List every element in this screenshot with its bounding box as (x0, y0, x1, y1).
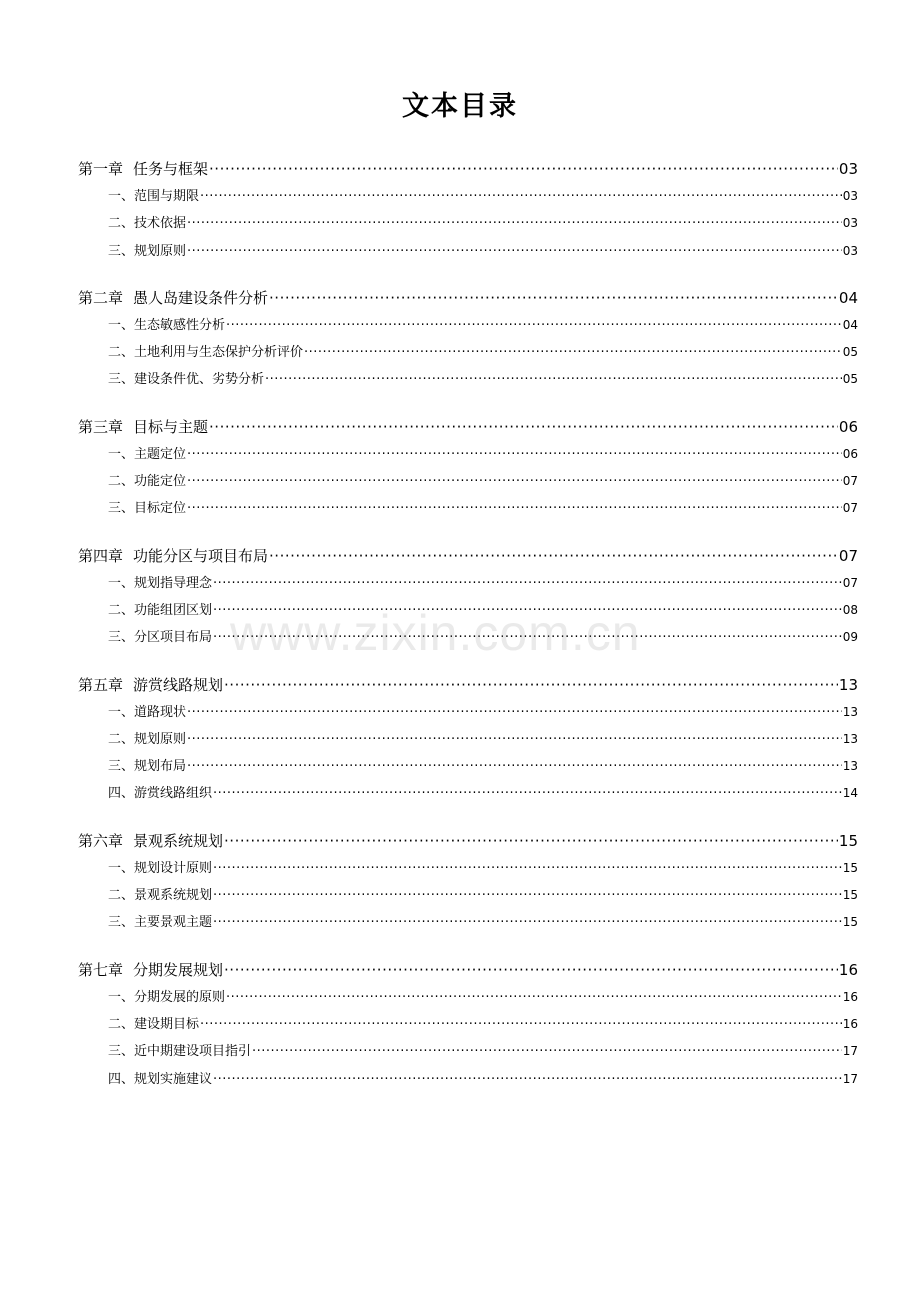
section-title: 四、游赏线路组织 (108, 786, 213, 802)
page-number: 13 (838, 675, 858, 694)
toc-section-entry[interactable] (78, 782, 858, 809)
page-number: 03 (842, 243, 858, 258)
dot-leader (269, 547, 838, 565)
toc-section-entry[interactable] (78, 986, 858, 1013)
dot-leader (224, 961, 838, 979)
toc-chapter-entry[interactable] (78, 674, 858, 701)
dot-leader (187, 216, 842, 231)
toc-section-entry[interactable] (78, 1068, 858, 1095)
dot-leader (213, 861, 842, 876)
toc-section-entry[interactable] (78, 599, 858, 626)
section-title: 二、土地利用与生态保护分析评价 (108, 345, 304, 361)
toc-section-entry[interactable] (78, 857, 858, 884)
table-of-contents (78, 158, 858, 1115)
toc-section-entry[interactable] (78, 911, 858, 938)
dot-leader (213, 915, 842, 930)
dot-leader (224, 676, 838, 694)
section-title: 一、规划指导理念 (108, 575, 213, 591)
chapter-title: 任务与框架 (133, 160, 209, 178)
toc-section-entry[interactable] (78, 470, 858, 497)
chapter-number: 第二章 (78, 288, 124, 307)
chapter-number: 第五章 (78, 675, 124, 694)
toc-section-entry[interactable] (78, 212, 858, 239)
dot-leader (226, 318, 842, 333)
toc-section-entry[interactable] (78, 185, 858, 212)
dot-leader (209, 418, 838, 436)
toc-chapter-entry[interactable] (78, 287, 858, 314)
dot-leader (226, 990, 842, 1005)
dot-leader (200, 1017, 842, 1032)
page-number: 17 (842, 1044, 858, 1059)
toc-chapter (78, 674, 858, 810)
page-number: 07 (838, 546, 858, 565)
toc-chapter-entry[interactable] (78, 158, 858, 185)
dot-leader (213, 786, 842, 801)
section-title: 二、技术依据 (108, 216, 187, 232)
dot-leader (187, 732, 842, 747)
page-number: 03 (842, 216, 858, 231)
section-title: 三、目标定位 (108, 501, 187, 517)
section-title: 三、规划布局 (108, 759, 187, 775)
page-number: 04 (838, 288, 858, 307)
toc-section-entry[interactable] (78, 497, 858, 524)
page-number: 07 (842, 474, 858, 489)
page-number: 03 (842, 189, 858, 203)
toc-chapter (78, 158, 858, 267)
page-number: 08 (842, 602, 858, 617)
toc-chapter-entry[interactable] (78, 830, 858, 857)
dot-leader (224, 832, 838, 850)
dot-leader (187, 705, 842, 720)
dot-leader (187, 244, 842, 259)
dot-leader (213, 630, 842, 645)
toc-chapter (78, 830, 858, 939)
dot-leader (213, 603, 842, 618)
chapter-number: 第四章 (78, 546, 124, 565)
toc-chapter (78, 959, 858, 1095)
section-title: 二、功能定位 (108, 474, 187, 490)
page-number: 16 (842, 989, 858, 1004)
page-number: 15 (838, 831, 858, 850)
page-title: 文本目录 (402, 91, 518, 122)
section-title: 四、规划实施建议 (108, 1071, 213, 1087)
toc-section-entry[interactable] (78, 728, 858, 755)
toc-section-entry[interactable] (78, 240, 858, 267)
chapter-number: 第三章 (78, 417, 124, 436)
section-title: 三、主要景观主题 (108, 915, 213, 931)
section-title: 二、功能组团区划 (108, 602, 213, 618)
dot-leader (265, 372, 842, 387)
section-title: 二、规划原则 (108, 731, 187, 747)
page-number: 07 (842, 575, 858, 590)
toc-section-entry[interactable] (78, 572, 858, 599)
section-title: 三、近中期建设项目指引 (108, 1044, 252, 1060)
page-number: 15 (842, 860, 858, 875)
chapter-title: 景观系统规划 (133, 831, 224, 850)
page-number: 03 (838, 160, 858, 178)
chapter-number: 第七章 (78, 960, 124, 979)
chapter-title: 分期发展规划 (133, 960, 224, 979)
dot-leader (304, 345, 842, 360)
chapter-number: 第一章 (78, 160, 124, 178)
toc-section-entry[interactable] (78, 1013, 858, 1040)
toc-section-entry[interactable] (78, 884, 858, 911)
dot-leader (187, 759, 842, 774)
toc-chapter (78, 287, 858, 396)
page-number: 05 (842, 372, 858, 387)
chapter-title: 游赏线路规划 (133, 675, 224, 694)
page-number: 04 (842, 317, 858, 332)
section-title: 三、规划原则 (108, 243, 187, 259)
dot-leader (187, 474, 842, 489)
toc-section-entry[interactable] (78, 701, 858, 728)
dot-leader (213, 576, 842, 591)
page-number: 16 (842, 1016, 858, 1031)
page-number: 05 (842, 345, 858, 360)
toc-section-entry[interactable] (78, 314, 858, 341)
toc-chapter (78, 545, 858, 654)
dot-leader (269, 289, 838, 307)
page-number: 06 (838, 417, 858, 436)
dot-leader (209, 160, 838, 178)
dot-leader (200, 189, 842, 204)
chapter-title: 愚人岛建设条件分析 (133, 288, 269, 307)
dot-leader (213, 1072, 842, 1087)
toc-section-entry[interactable] (78, 755, 858, 782)
toc-chapter-entry[interactable] (78, 959, 858, 986)
dot-leader (187, 447, 842, 462)
section-title: 一、规划设计原则 (108, 860, 213, 876)
toc-chapter-entry[interactable] (78, 545, 858, 572)
toc-section-entry[interactable] (78, 626, 858, 653)
toc-chapter-entry[interactable] (78, 416, 858, 443)
toc-chapter (78, 416, 858, 525)
page-number: 14 (842, 786, 858, 801)
section-title: 三、分区项目布局 (108, 630, 213, 646)
toc-section-entry[interactable] (78, 443, 858, 470)
page-number: 16 (838, 960, 858, 979)
page-number: 15 (842, 888, 858, 903)
section-title: 二、建设期目标 (108, 1016, 200, 1032)
toc-section-entry[interactable] (78, 1040, 858, 1067)
page-number: 13 (842, 759, 858, 774)
page-number: 13 (842, 731, 858, 746)
dot-leader (187, 501, 842, 516)
page-number: 07 (842, 501, 858, 516)
chapter-title: 功能分区与项目布局 (133, 546, 269, 565)
section-title: 一、分期发展的原则 (108, 989, 226, 1005)
page-number: 13 (842, 704, 858, 719)
page-number: 17 (842, 1071, 858, 1086)
section-title: 二、景观系统规划 (108, 888, 213, 904)
section-title: 一、主题定位 (108, 446, 187, 462)
chapter-title: 目标与主题 (133, 417, 209, 436)
dot-leader (213, 888, 842, 903)
section-title: 一、道路现状 (108, 704, 187, 720)
toc-section-entry[interactable] (78, 368, 858, 395)
section-title: 一、生态敏感性分析 (108, 317, 226, 333)
watermark: www.zixin.com.cn (230, 605, 641, 661)
section-title: 一、范围与期限 (108, 189, 200, 204)
section-title: 三、建设条件优、劣势分析 (108, 372, 265, 388)
chapter-number: 第六章 (78, 831, 124, 850)
page-number: 09 (842, 630, 858, 645)
page-number: 06 (842, 446, 858, 461)
page-number: 15 (842, 915, 858, 930)
toc-section-entry[interactable] (78, 341, 858, 368)
dot-leader (252, 1044, 842, 1059)
